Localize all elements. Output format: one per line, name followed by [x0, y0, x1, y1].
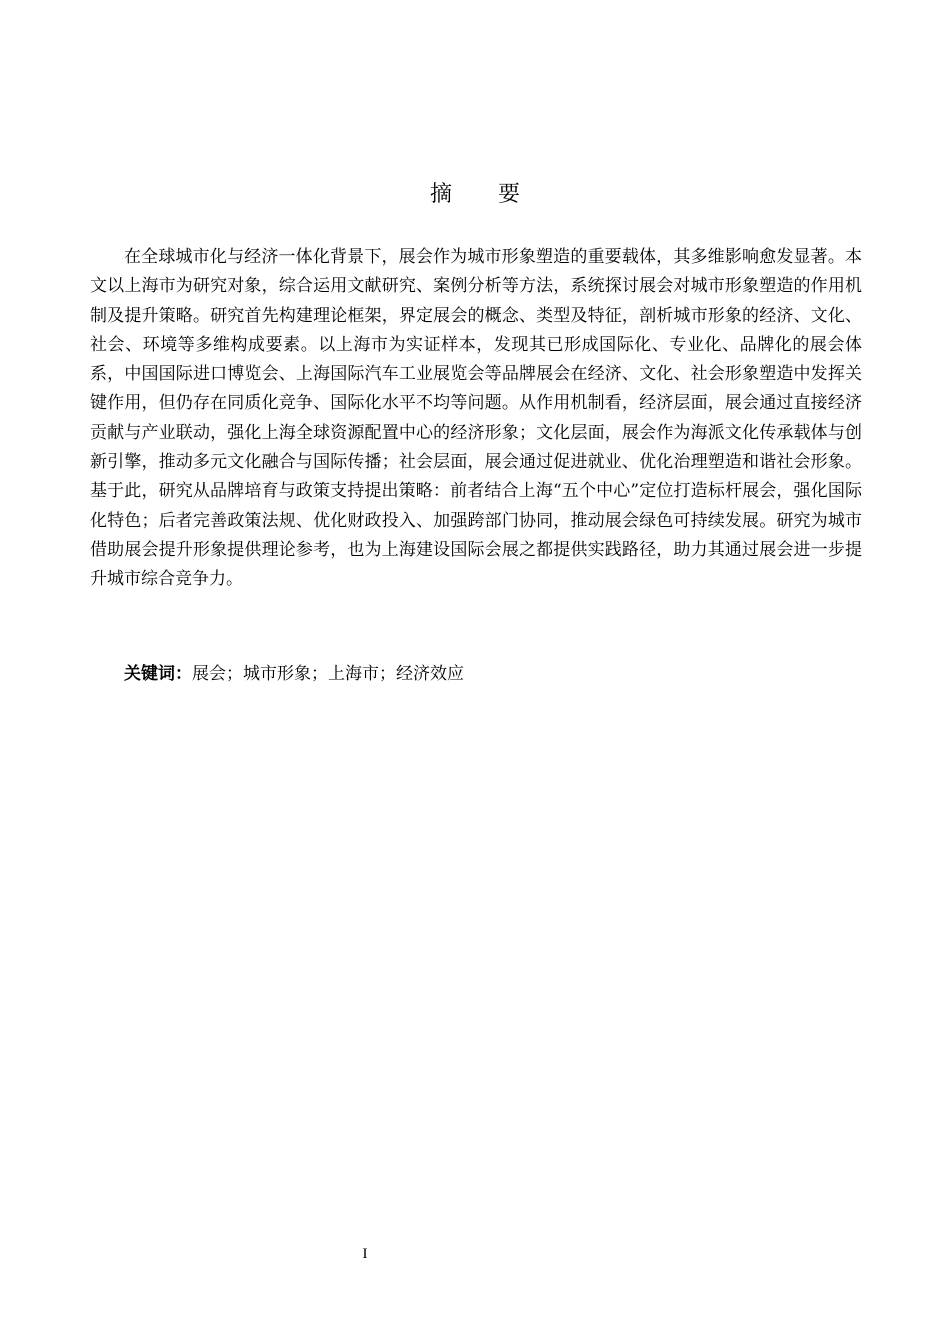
abstract-title	[0, 180, 950, 210]
keywords-list: 展会；城市形象；上海市；经济效应	[192, 664, 464, 684]
keywords-line	[124, 660, 864, 689]
abstract-title-char-2: 要	[498, 182, 521, 207]
abstract-title-char-1: 摘	[429, 182, 452, 207]
page-number: I	[362, 1246, 368, 1262]
abstract-body: 在全球城市化与经济一体化背景下，展会作为城市形象塑造的重要载体，其多维影响愈发显著。本文以上海市为研究对象，综合运用文献研究、案例分析等方法，系统探讨展会对城市形象塑造的作用机制及提升策略。研究首先构建理论框架，界定展会的概念、类型及特征，剖析城市形象的经济、文化、社会、环境等多维构成要素。以上海市为实证样本，发现其已形成国际化、专业化、品牌化的展会体系，中国国际进口博览会、上海国际汽车工业展览会等品牌展会在经济、文化、社会形象塑造中发挥关键作用，但仍存在同质化竞争、国际化水平不均等问题。从作用机制看，经济层面，展会通过直接经济贡献与产业联动，强化上海全球资源配置中心的经济形象；文化层面，展会作为海派文化传承载体与创新引擎，推动多元文化融合与国际传播；社会层面，展会通过促进就业、优化治理塑造和谐社会形象。基于此，研究从品牌培育与政策支持提出策略：前者结合上海“五个中心”定位打造标杆展会，强化国际化特色；后者完善政策法规、优化财政投入、加强跨部门协同，推动展会绿色可持续发展。研究为城市借助展会提升形象提供理论参考，也为上海建设国际会展之都提供实践路径，助力其通过展会进一步提升城市综合竞争力。	[90, 247, 862, 590]
keywords-label: 关键词：	[124, 664, 192, 684]
